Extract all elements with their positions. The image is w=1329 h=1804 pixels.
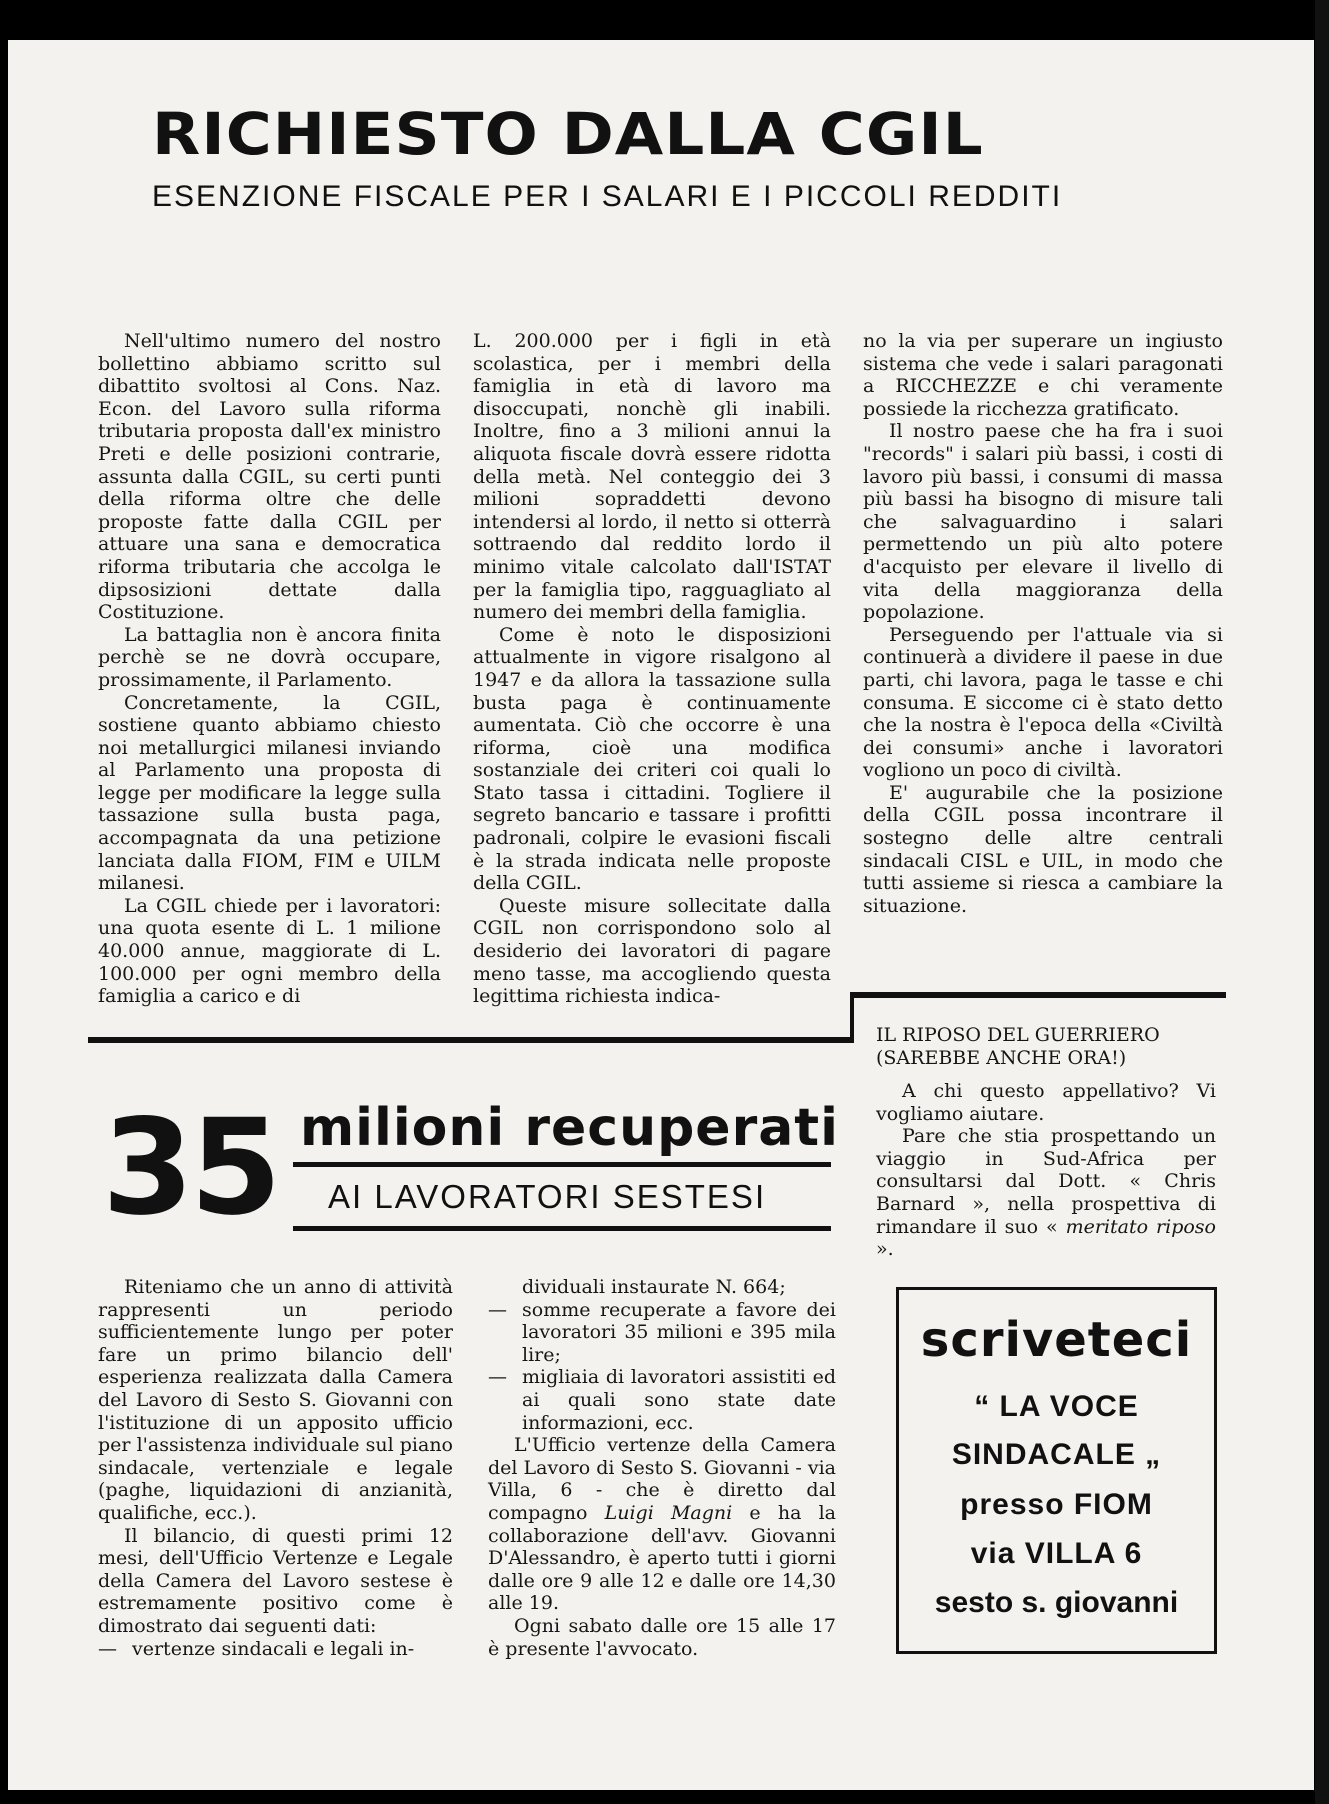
scriveteci-line: sesto s. giovanni <box>934 1586 1179 1619</box>
article2-subtitle: AI LAVORATORI SESTESI <box>328 1178 767 1215</box>
paragraph: Il bilancio, di questi primi 12 mesi, dell'Ufficio Vertenze e Legale della Camera del Lavoro sestese è estremamente positivo come è dimostrato dai seguenti dati: <box>98 1524 453 1637</box>
section-divider <box>88 1037 850 1043</box>
scriveteci-line: presso FIOM <box>960 1488 1153 1521</box>
scan-edge <box>1315 0 1329 1804</box>
article-title: RICHIESTO DALLA CGIL <box>152 100 984 168</box>
paragraph: La CGIL chiede per i lavoratori: una quota esente di L. 1 milione 40.000 annue, maggiorate di L. 100.000 per ogni membro della famiglia a carico e di <box>98 894 441 1008</box>
scriveteci-heading: scriveteci <box>920 1312 1193 1368</box>
paragraph: L. 200.000 per i figli in età scolastica, per i membri della famiglia in età di lavoro ma disoccupati, nonchè gli inabili. Inoltre, fino a 3 milioni annui la aliquota fiscale dovrà essere ridotta della metà. Nel conteggio dei 3 milioni sopraddetti devono intendersi al lordo, il netto si otterrà sottraendo dal reddito lordo il minimo vitale calcolato dall'ISTAT per la famiglia tipo, ragguagliato al numero dei membri della famiglia. <box>473 330 831 624</box>
sidebox <box>876 1024 1216 1261</box>
sidebox-left-rule <box>850 992 854 1043</box>
scriveteci-line: via VILLA 6 <box>970 1537 1143 1570</box>
article-subtitle: ESENZIONE FISCALE PER I SALARI E I PICCOLI REDDITI <box>152 180 1063 213</box>
sidebox-top-rule <box>850 992 1226 998</box>
big-number: 35 <box>102 1091 278 1245</box>
paragraph: Perseguendo per l'attuale via si continuerà a dividere il paese in due parti, chi lavora, paga le tasse e chi consuma. E siccome ci è stato detto che la nostra è l'epoca della «Civiltà dei consumi» anche i lavoratori vogliono un poco di civiltà. <box>863 623 1223 782</box>
paragraph: La battaglia non è ancora finita perchè se ne dovrà occupare, prossimamente, il Parlamento. <box>98 623 441 691</box>
sidebox-body <box>876 1080 1216 1261</box>
sidebox-title-2: (SAREBBE ANCHE ORA!) <box>876 1047 1127 1069</box>
article2-column-2 <box>488 1276 836 1660</box>
scriveteci-line: SINDACALE „ <box>951 1438 1162 1471</box>
title-underline <box>293 1162 831 1167</box>
paragraph: A chi questo appellativo? Vi vogliamo aiutare. <box>876 1080 1216 1125</box>
article-column-2 <box>473 330 831 1008</box>
paragraph: E' augurabile che la posizione della CGIL possa incontrare il sostegno delle altre centrali sindacali CISL e UIL, in modo che tutti assieme si riesca a cambiare la situazione. <box>863 781 1223 917</box>
paragraph: Il nostro paese che ha fra i suoi "records" i salari più bassi, i costi di lavoro più bassi, i consumi di massa più bassi ha bisogno di misure tali che salvaguardino i salari permettendo un più alto potere d'acquisto per elevare il livello di vita della maggioranza della popolazione. <box>863 420 1223 624</box>
newspaper-page <box>8 40 1314 1790</box>
scriveteci-box <box>896 1287 1217 1654</box>
list-item: — vertenze sindacali e legali in- <box>98 1638 453 1661</box>
list-item-cont: dividuali instaurate N. 664; <box>522 1276 786 1298</box>
list-item: — somme recuperate a favore dei lavoratori 35 milioni e 395 mila lire; <box>488 1299 836 1367</box>
paragraph: Pare che stia prospettando un viaggio in Sud-Africa per consultarsi dal Dott. « Chris Barnard », nella prospettiva di rimandare il suo « meritato riposo ». <box>876 1125 1216 1261</box>
paragraph: no la via per superare un ingiusto sistema che vede i salari paragonati a RICCHEZZE e chi veramente possiede la ricchezza gratificato. <box>863 330 1223 420</box>
paragraph: Come è noto le disposizioni attualmente in vigore risalgono al 1947 e da allora la tassazione sulla busta paga è continuamente aumentata. Ciò che occorre è una riforma, cioè una modifica sostanziale dei criteri coi quali lo Stato tassa i cittadini. Togliere il segreto bancario e tassare i profitti padronali, colpire le evasioni fiscali è la strada indicata nelle proposte della CGIL. <box>473 623 831 895</box>
article2-column-1 <box>98 1276 453 1660</box>
scriveteci-line: “ LA VOCE <box>974 1390 1139 1423</box>
article-column-3 <box>863 330 1223 917</box>
paragraph: Nell'ultimo numero del nostro bollettino abbiamo scritto sul dibattito svoltosi al Cons. Naz. Econ. del Lavoro sulla riforma tributaria proposta dall'ex ministro Preti e delle posizioni contrarie, assunta dalla CGIL, su certi punti della riforma oltre che delle proposte fatte dalla CGIL per attuare una sana e democratica riforma tributaria che accolga le dipsosizioni dettate dalla Costituzione. <box>98 330 441 624</box>
article-column-1 <box>98 330 441 1008</box>
paragraph: L'Ufficio vertenze della Camera del Lavoro di Sesto S. Giovanni - via Villa, 6 - che è diretto dal compagno Luigi Magni e ha la collaborazione dell'avv. Giovanni D'Alessandro, è aperto tutti i giorni dalle ore 9 alle 12 e dalle ore 14,30 alle 19. <box>488 1434 836 1615</box>
article2-title: milioni recuperati <box>300 1098 839 1158</box>
paragraph: Concretamente, la CGIL, sostiene quanto abbiamo chiesto noi metallurgici milanesi inviando al Parlamento una proposta di legge per modificare la legge sulla tassazione sulla busta paga, accompagnata da una petizione lanciata dalla FIOM, FIM e UILM milanesi. <box>98 691 441 895</box>
subtitle-underline <box>293 1226 831 1231</box>
paragraph: Riteniamo che un anno di attività rappresenti un periodo sufficientemente lungo per poter fare un primo bilancio dell' esperienza realizzata dalla Camera del Lavoro di Sesto S. Giovanni con l'istituzione di un apposito ufficio per l'assistenza individuale sul piano sindacale, vertenziale e legale (paghe, liquidazioni di anzianità, qualifiche, ecc.). <box>98 1276 453 1524</box>
paragraph: Ogni sabato dalle ore 15 alle 17 è presente l'avvocato. <box>488 1614 836 1660</box>
paragraph: Queste misure sollecitate dalla CGIL non corrispondono solo al desiderio dei lavoratori di pagare meno tasse, ma accogliendo questa legittima richiesta indica- <box>473 894 831 1008</box>
sidebox-title-1: IL RIPOSO DEL GUERRIERO <box>876 1024 1160 1046</box>
list-item: — migliaia di lavoratori assistiti ed ai quali sono state date informazioni, ecc. <box>488 1366 836 1434</box>
